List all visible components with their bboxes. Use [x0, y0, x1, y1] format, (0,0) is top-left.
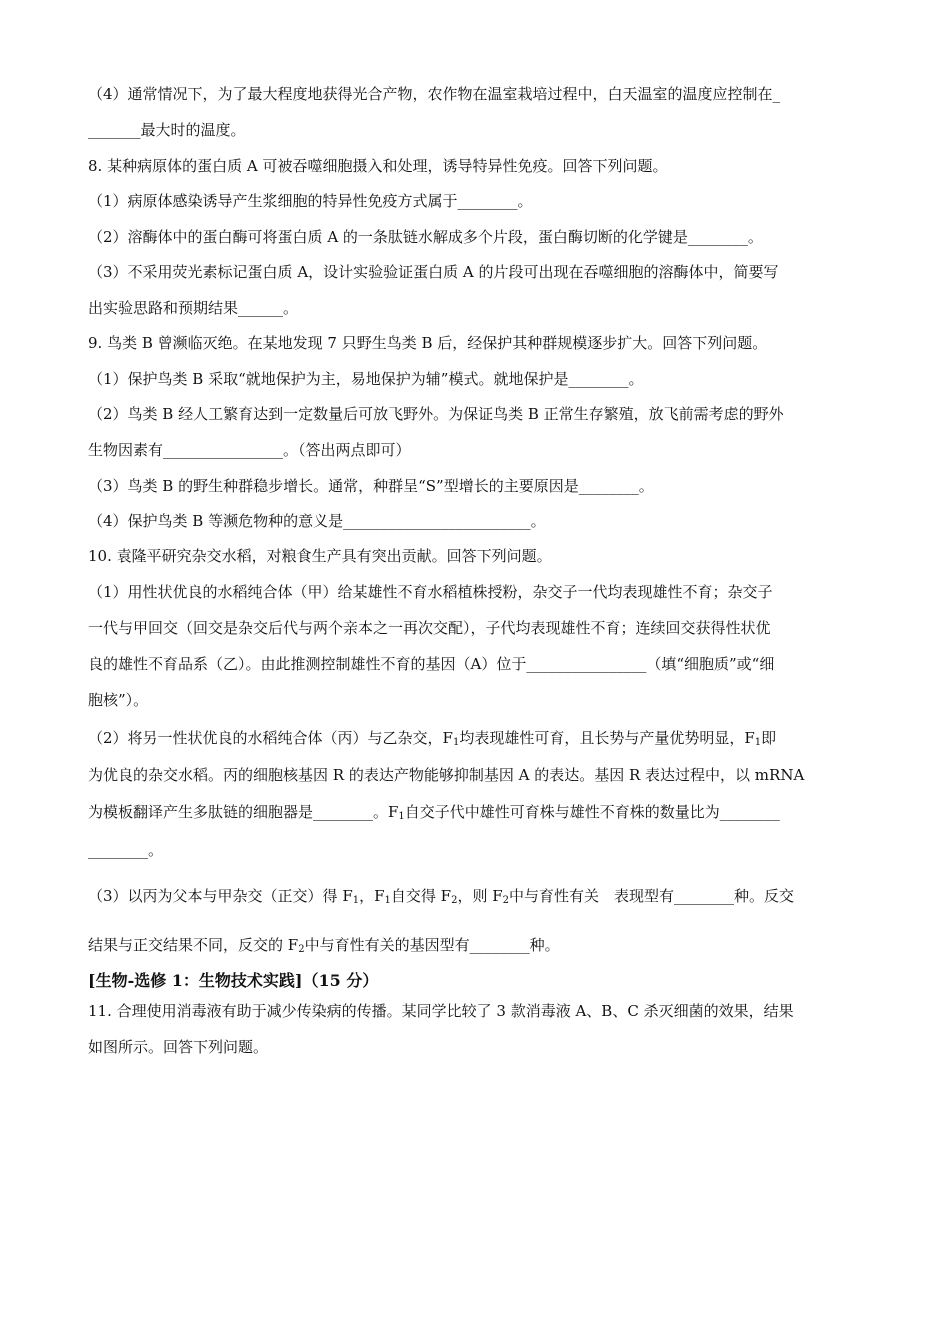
- text-line: （1）保护鸟类 B 采取“就地保护为主，易地保护为辅”模式。就地保护是________。: [88, 370, 644, 388]
- question-9-stem: 9. 鸟类 B 曾濒临灭绝。在某地发现 7 只野生鸟类 B 后，经保护其种群规模逐步扩大。回答下列问题。: [88, 334, 768, 352]
- text-line: [88, 728, 868, 748]
- subscript: 1: [352, 895, 360, 906]
- subscript: 1: [398, 811, 405, 822]
- question-8-stem: 8. 某种病原体的蛋白质 A 可被吞噬细胞摄入和处理，诱导特异性免疫。回答下列问题。: [88, 157, 668, 175]
- text-line: 为优良的杂交水稻。丙的细胞核基因 R 的表达产物能够抑制基因 A 的表达。基因 R 表达过程中，以 mRNA: [88, 766, 805, 784]
- subscript: 2: [502, 895, 510, 906]
- text-line: （3）鸟类 B 的野生种群稳步增长。通常，种群呈“S”型增长的主要原因是________。: [88, 477, 654, 495]
- text-line: [88, 935, 868, 955]
- subscript: 1: [452, 737, 460, 748]
- text-line: （3）不采用荧光素标记蛋白质 A，设计实验验证蛋白质 A 的片段可出现在吞噬细胞的溶酶体中，简要写: [88, 263, 779, 281]
- text-run: 自交子代中雄性可育株与雄性不育株的数量比为________: [404, 803, 780, 821]
- text-line: [88, 802, 868, 822]
- text-line: （1）用性状优良的水稻纯合体（甲）给某雄性不育水稻植株授粉，杂交子一代均表现雄性不育；杂交子: [88, 583, 773, 601]
- text-run: 中与育性有关 表现型有________种。反交: [509, 887, 795, 905]
- text-line: 生物因素有________________。（答出两点即可）: [88, 441, 411, 459]
- text-run: 均表现雄性可育，且长势与产量优势明显，F: [459, 729, 755, 747]
- text-line: _______最大时的温度。: [88, 121, 246, 139]
- section-title: [生物-选修 1：生物技术实践]（15 分）: [88, 971, 379, 990]
- text-line: （1）病原体感染诱导产生浆细胞的特异性免疫方式属于________。: [88, 192, 533, 210]
- text-line: [88, 886, 868, 906]
- text-line: 良的雄性不育品系（乙）。由此推测控制雄性不育的基因（A）位于________________（填“细胞质”或“细: [88, 655, 775, 673]
- text-line: 胞核”）。: [88, 691, 149, 709]
- text-line: （2）鸟类 B 经人工繁育达到一定数量后可放飞野外。为保证鸟类 B 正常生存繁殖，放飞前需考虑的野外: [88, 405, 784, 423]
- text-line: （2）溶酶体中的蛋白酶可将蛋白质 A 的一条肽链水解成多个片段，蛋白酶切断的化学键是________。: [88, 228, 763, 246]
- text-line: （4）通常情况下，为了最大程度地获得光合产物，农作物在温室栽培过程中，白天温室的温度应控制在_: [88, 85, 781, 103]
- text-line: 一代与甲回交（回交是杂交后代与两个亲本之一再次交配），子代均表现雄性不育；连续回交获得性状优: [88, 619, 771, 637]
- question-11-stem: 11. 合理使用消毒液有助于减少传染病的传播。某同学比较了 3 款消毒液 A、B、C 杀灭细菌的效果，结果: [88, 1002, 794, 1020]
- subscript: 1: [384, 895, 391, 906]
- text-run: 即: [761, 729, 777, 747]
- text-run: 自交得 F: [390, 887, 452, 905]
- text-line: 出实验思路和预期结果______。: [88, 299, 299, 317]
- text-run: 结果与正交结果不同，反交的 F: [88, 936, 299, 954]
- subscript: 2: [451, 895, 458, 906]
- text-line: （4）保护鸟类 B 等濒危物种的意义是_________________________。: [88, 512, 546, 530]
- question-10-stem: 10. 袁隆平研究杂交水稻，对粮食生产具有突出贡献。回答下列问题。: [88, 547, 552, 565]
- subscript: 1: [754, 737, 762, 748]
- text-line: 如图所示。回答下列问题。: [88, 1038, 269, 1056]
- text-run: 中与育性有关的基因型有________种。: [304, 936, 560, 954]
- text-line: ________。: [88, 841, 164, 859]
- text-run: 为模板翻译产生多肽链的细胞器是________。F: [88, 803, 399, 821]
- text-run: ，则 F: [457, 887, 503, 905]
- subscript: 2: [298, 944, 305, 955]
- text-run: ，F: [359, 887, 385, 905]
- text-run: （2）将另一性状优良的水稻纯合体（丙）与乙杂交，F: [88, 729, 453, 747]
- text-run: （3）以丙为父本与甲杂交（正交）得 F: [88, 887, 353, 905]
